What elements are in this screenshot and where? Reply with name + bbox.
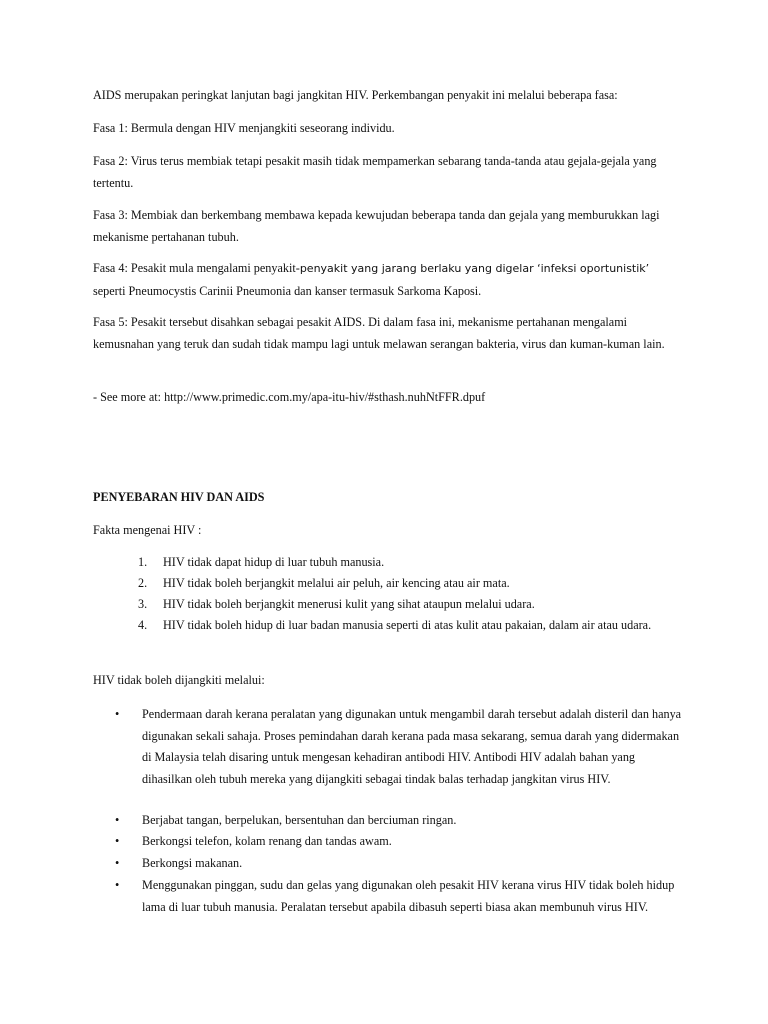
bullet-item: • Berjabat tangan, berpelukan, bersentuhan dan berciuman ringan.	[142, 810, 682, 832]
bullet-item: • Pendermaan darah kerana peralatan yang digunakan untuk mengambil darah tersebut adalah disteril dan hanya digunakan sekali sahaja. Proses pemindahan darah kerana pada masa sekarang, semua darah yang didermakan di Malaysia telah disaring untuk mengesan kehadiran antibodi HIV. Antibodi HIV adalah bahan yang dihasilkan oleh tubuh mereka yang dijangkiti sebagai tindak balas terhadap jangkitan virus HIV.	[142, 704, 682, 790]
facts-label: Fakta mengenai HIV :	[93, 523, 202, 537]
fasa-2: Fasa 2: Virus terus membiak tetapi pesakit masih tidak mempamerkan sebarang tanda-tanda atau gejala-gejala yang tertentu.	[93, 154, 657, 190]
cannot-label: HIV tidak boleh dijangkiti melalui:	[93, 673, 265, 687]
bullet-item: • Menggunakan pinggan, sudu dan gelas yang digunakan oleh pesakit HIV kerana virus HIV tidak boleh hidup lama di luar tubuh manusia. Peralatan tersebut apabila dibasuh seperti biasa akan membunuh virus HIV.	[142, 875, 682, 918]
fact-item: 4. HIV tidak boleh hidup di luar badan manusia seperti di atas kulit atau pakaian, dalam air atau udara.	[138, 618, 652, 632]
fasa-5: Fasa 5: Pesakit tersebut disahkan sebagai pesakit AIDS. Di dalam fasa ini, mekanisme pertahanan mengalami kemusnahan yang teruk dan sudah tidak mampu lagi untuk melawan serangan bakteria, virus dan kuman-kuman lain.	[93, 315, 665, 351]
fasa-4-highlight: penyakit yang jarang berlaku yang digelar ‘infeksi oportunistik’	[299, 262, 650, 275]
fasa-3: Fasa 3: Membiak dan berkembang membawa kepada kewujudan beberapa tanda dan gejala yang memburukkan lagi mekanisme pertahanan tubuh.	[93, 208, 660, 244]
intro-paragraph: AIDS merupakan peringkat lanjutan bagi jangkitan HIV. Perkembangan penyakit ini melalui beberapa fasa:	[93, 88, 618, 102]
source-link[interactable]: - See more at: http://www.primedic.com.my/apa-itu-hiv/#sthash.nuhNtFFR.dpuf	[93, 390, 486, 404]
bullet-item: • Berkongsi telefon, kolam renang dan tandas awam.	[142, 831, 682, 853]
fact-item: 1. HIV tidak dapat hidup di luar tubuh manusia.	[138, 555, 385, 569]
bullet-icon: •	[115, 856, 120, 870]
fasa-4-start: Fasa 4: Pesakit mula mengalami penyakit-	[93, 261, 300, 275]
bullet-icon: •	[115, 707, 120, 721]
fact-item: 3. HIV tidak boleh berjangkit menerusi kulit yang sihat ataupun melalui udara.	[138, 597, 535, 611]
fact-item: 2. HIV tidak boleh berjangkit melalui air peluh, air kencing atau air mata.	[138, 576, 510, 590]
bullet-icon: •	[115, 813, 120, 827]
bullet-icon: •	[115, 878, 120, 892]
fasa-4	[93, 257, 683, 302]
bullet-item: • Berkongsi makanan.	[142, 853, 682, 875]
fasa-1: Fasa 1: Bermula dengan HIV menjangkiti seseorang individu.	[93, 121, 395, 135]
section-heading: PENYEBARAN HIV DAN AIDS	[93, 490, 265, 504]
bullet-icon: •	[115, 834, 120, 848]
fasa-4-end: seperti Pneumocystis Carinii Pneumonia dan kanser termasuk Sarkoma Kaposi.	[93, 284, 482, 298]
